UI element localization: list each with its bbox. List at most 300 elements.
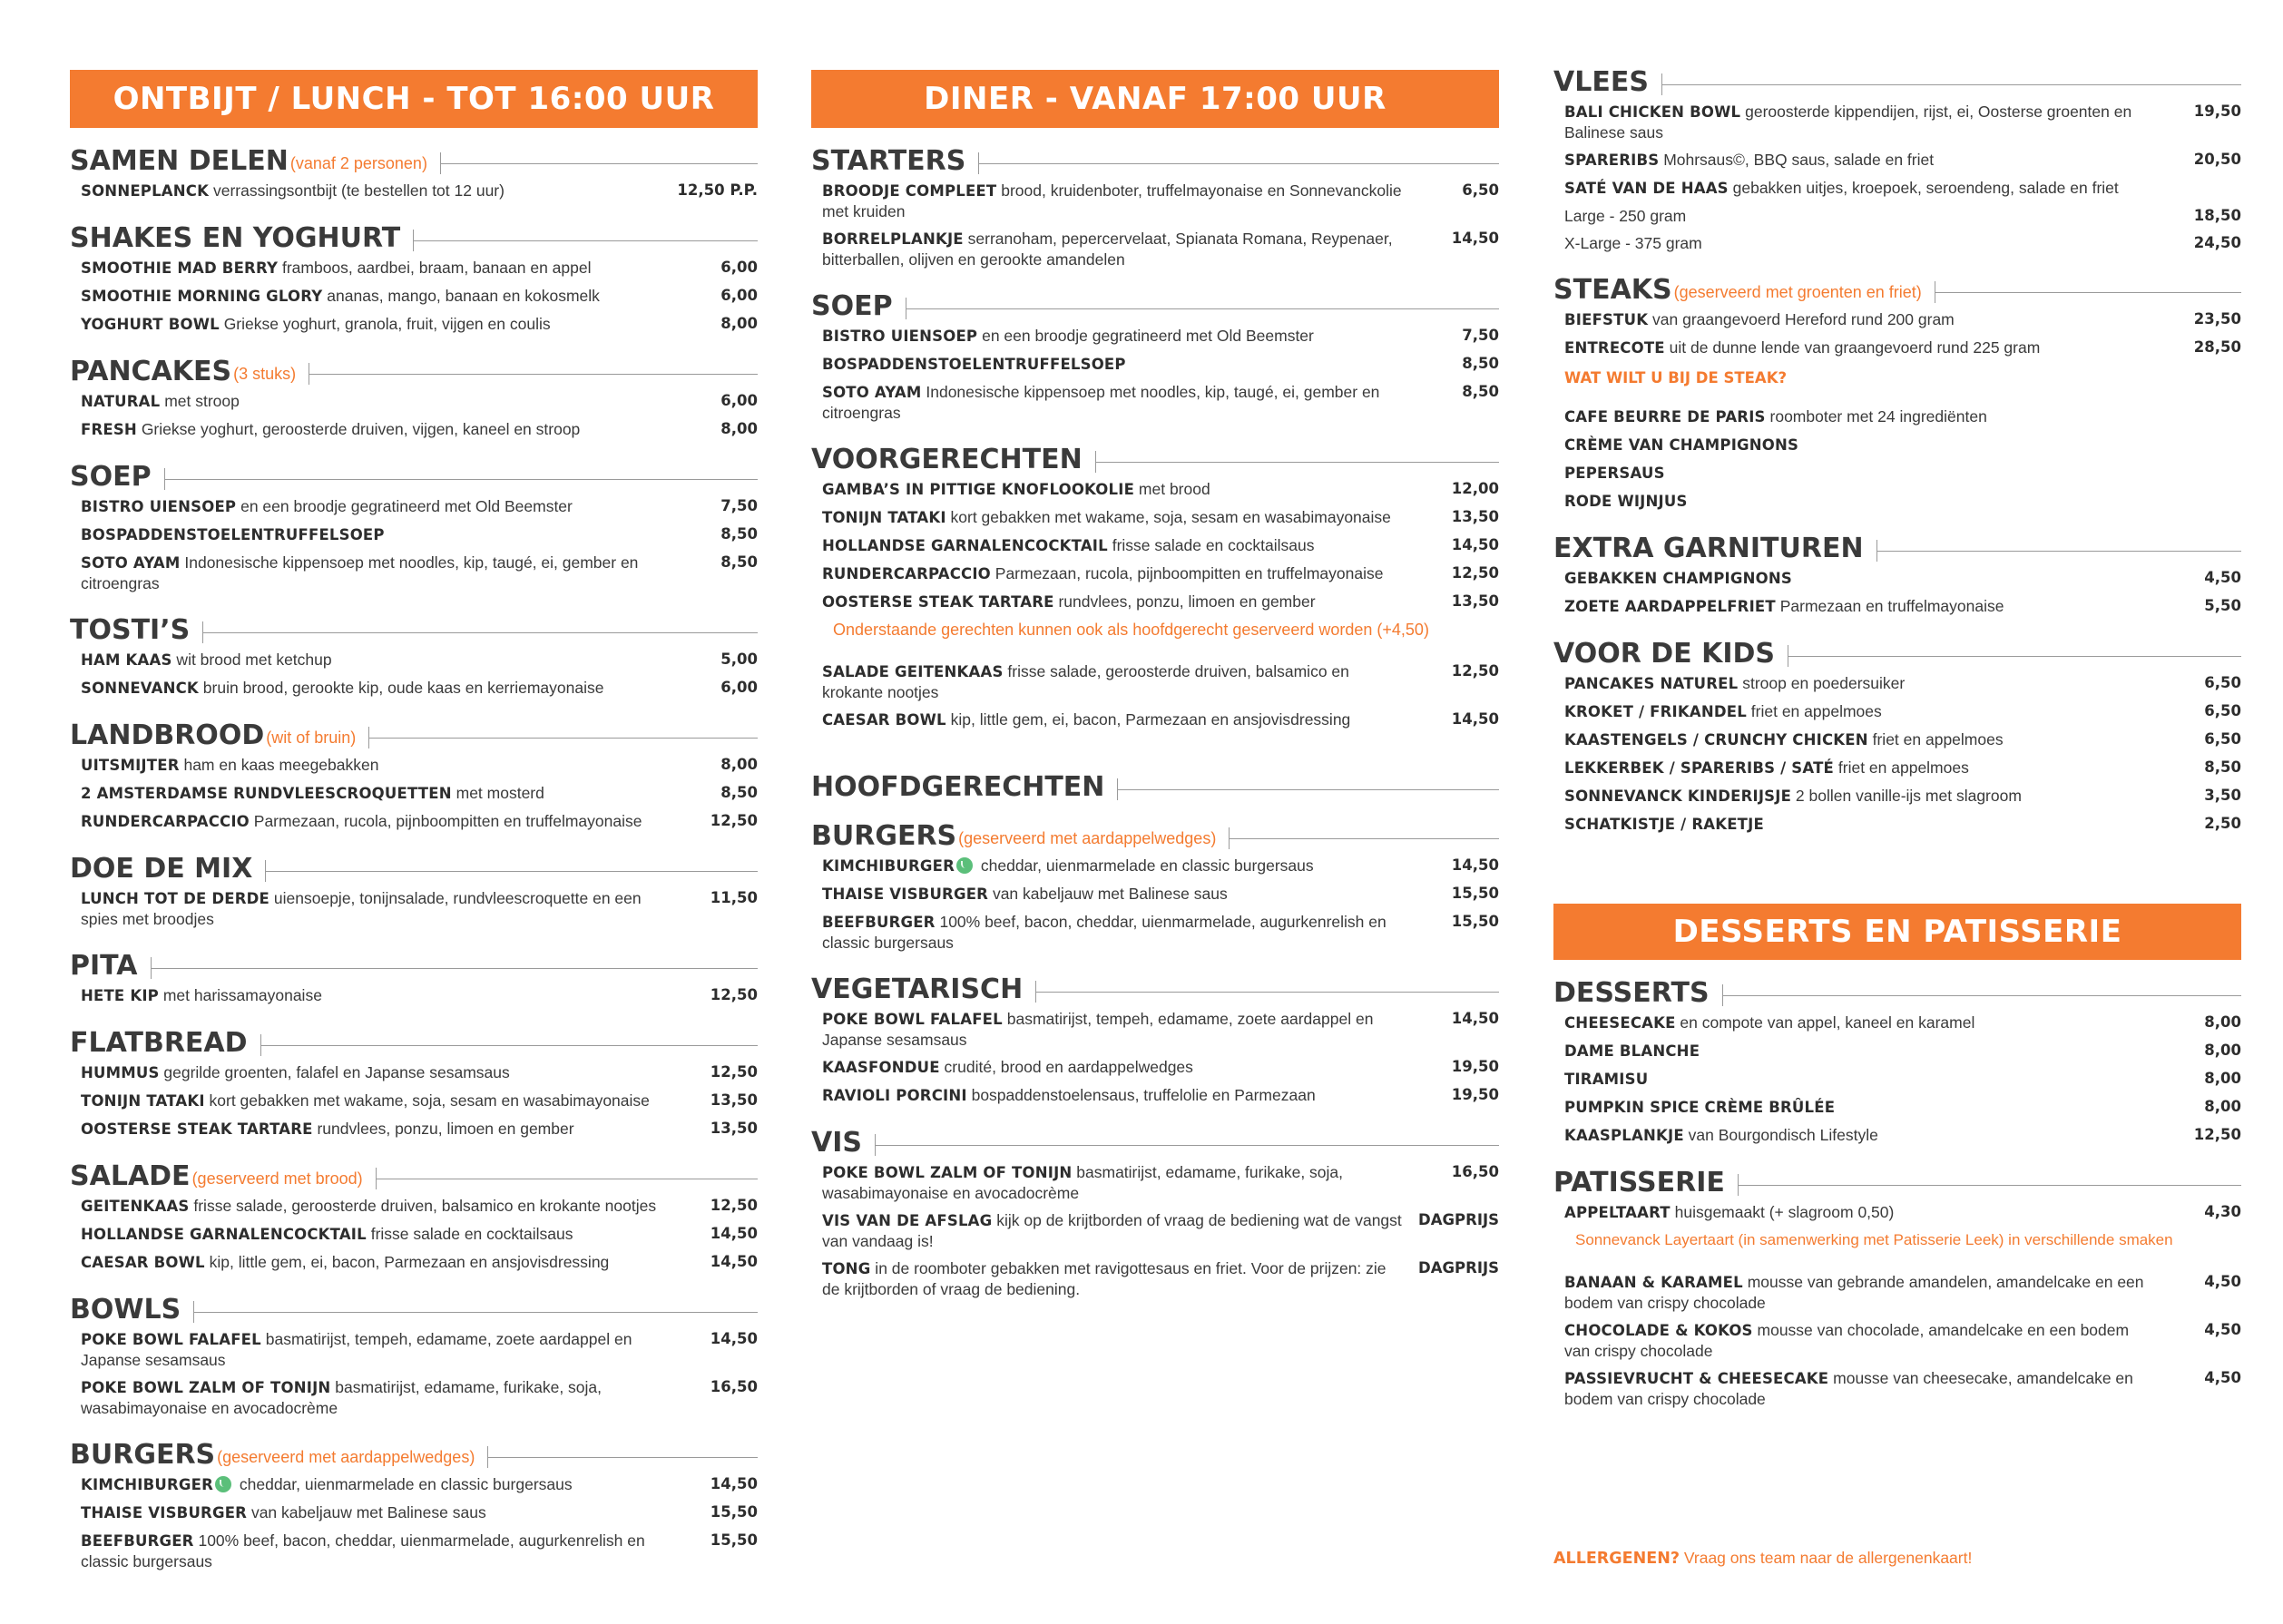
section-vlees [1553, 62, 2241, 269]
item-price: 8,00 [720, 315, 758, 332]
item-description [822, 382, 1403, 423]
section-divider [1095, 462, 1499, 463]
section-divider [978, 163, 1499, 164]
section-divider [906, 308, 1499, 309]
section-divider [260, 1045, 758, 1046]
item-price: 6,00 [720, 287, 758, 304]
menu-item [1553, 1013, 2241, 1033]
section-header [70, 1022, 758, 1059]
item-price: 8,50 [720, 525, 758, 543]
item-description [822, 326, 1403, 347]
menu-item [811, 382, 1499, 423]
item-name: RUNDERCARPACCIO [81, 813, 250, 830]
item-price: 8,00 [2204, 1013, 2241, 1031]
item-text: kort gebakken met wakame, soja, sesam en wasabimayonaise [946, 508, 1391, 526]
section-title: VOORGERECHTEN [811, 444, 1083, 475]
item-description [1564, 102, 2145, 142]
section-vis [811, 1122, 1499, 1316]
menu-item [811, 1009, 1499, 1050]
item-text: Large - 250 gram [1564, 207, 1687, 225]
item-name: HETE KIP [81, 987, 159, 1004]
item-text: crudité, brood en aardappelwedges [939, 1058, 1193, 1076]
item-name: RUNDERCARPACCIO [822, 565, 991, 582]
menu-item [1553, 673, 2241, 694]
item-text: kip, little gem, ei, bacon, Parmezaan en ansjovisdressing [946, 710, 1351, 729]
section-header [70, 456, 758, 493]
menu-item [70, 258, 758, 279]
item-text: met brood [1134, 480, 1210, 498]
item-text: met mosterd [451, 784, 544, 802]
item-text: gebakken uitjes, kroepoek, seroendeng, salade en friet [1728, 179, 2119, 197]
section-title: BURGERS [70, 1439, 216, 1471]
menu-item [1553, 1272, 2241, 1313]
section-header [70, 141, 758, 177]
item-name: SMOOTHIE MAD BERRY [81, 259, 279, 277]
item-text: kip, little gem, ei, bacon, Parmezaan en ansjovisdressing [204, 1253, 610, 1271]
item-text: rundvlees, ponzu, limoen en gember [312, 1120, 574, 1138]
section-pita [70, 945, 758, 1022]
item-description [1564, 435, 2145, 455]
menu-item [811, 563, 1499, 584]
item-description [1564, 814, 2145, 835]
item-name: HOLLANDSE GARNALENCOCKTAIL [81, 1226, 367, 1243]
item-description [1564, 309, 2145, 330]
item-description [81, 181, 661, 201]
item-price: 14,50 [1451, 710, 1499, 728]
section-divider [487, 1457, 758, 1458]
menu-item [811, 1057, 1499, 1078]
item-price: 15,50 [1451, 913, 1499, 930]
item-price: 8,00 [2204, 1070, 2241, 1087]
item-price: 14,50 [710, 1475, 758, 1492]
section-header [70, 945, 758, 982]
item-description [81, 811, 661, 832]
menu-item [70, 888, 758, 929]
section-bowls [70, 1289, 758, 1434]
item-price: 6,50 [2204, 674, 2241, 691]
item-text: friet en appelmoes [1746, 702, 1882, 720]
item-description [822, 1009, 1403, 1050]
item-price: 8,50 [1462, 383, 1499, 400]
section-header [70, 610, 758, 646]
item-text: en een broodje gegratineerd met Old Beemster [977, 327, 1314, 345]
menu-item [811, 1210, 1499, 1251]
item-text: huisgemaakt (+ slagroom 0,50) [1670, 1203, 1895, 1221]
item-description [1564, 1125, 2145, 1146]
vegan-leaf-icon [215, 1476, 231, 1492]
item-price: 6,00 [720, 679, 758, 696]
item-name: HUMMUS [81, 1064, 160, 1081]
item-name: KAASPLANKJE [1564, 1127, 1684, 1144]
item-name: POKE BOWL ZALM OF TONIJN [81, 1379, 331, 1396]
item-description [81, 286, 661, 307]
item-price: 3,50 [2204, 787, 2241, 804]
section-pancakes [70, 351, 758, 456]
menu-item [70, 650, 758, 670]
item-name: FRESH [81, 421, 137, 438]
item-price: 6,00 [720, 392, 758, 409]
item-description [81, 650, 661, 670]
item-description [822, 535, 1403, 556]
item-description [81, 888, 661, 929]
menu-item [1553, 338, 2241, 358]
item-price: 4,50 [2204, 569, 2241, 586]
item-name: GEBAKKEN CHAMPIGNONS [1564, 570, 1792, 587]
item-price: 14,50 [710, 1330, 758, 1347]
section-vegetarisch [811, 969, 1499, 1122]
item-name: BANAAN & KARAMEL [1564, 1274, 1743, 1291]
item-name: BEEFBURGER [822, 914, 936, 931]
item-price: 13,50 [1451, 592, 1499, 610]
section-divider [265, 871, 758, 872]
item-text: 2 bollen vanille-ijs met slagroom [1791, 787, 2022, 805]
item-text: ananas, mango, banaan en kokosmelk [322, 287, 600, 305]
section-burgers [70, 1434, 758, 1588]
item-text: serranoham, pepercervelaat, Spianata Romana, Reypenaer, bitterballen, olijven en gerookte amandelen [822, 230, 1393, 269]
section-samen-delen [70, 141, 758, 218]
menu-item [70, 1252, 758, 1273]
item-text: mousse van gebrande amandelen, amandelcake en een bodem van crispy chocolade [1564, 1273, 2144, 1312]
item-description [81, 1531, 661, 1571]
item-description [81, 553, 661, 593]
item-name: SONNEPLANCK [81, 182, 210, 200]
section-title: DESSERTS [1553, 977, 1710, 1009]
item-name: BIEFSTUK [1564, 311, 1649, 328]
item-price: 19,50 [2193, 103, 2241, 120]
menu-item [70, 524, 758, 545]
item-text: met stroop [160, 392, 240, 410]
item-description [1564, 568, 2145, 589]
item-price: 4,50 [2204, 1321, 2241, 1338]
item-description [81, 419, 661, 440]
item-name: GAMBA’S IN PITTIGE KNOFLOOKOLIE [822, 481, 1135, 498]
item-description [822, 661, 1403, 702]
item-text: kort gebakken met wakame, soja, sesam en wasabimayonaise [204, 1091, 650, 1110]
menu-item [811, 479, 1499, 500]
item-price: 14,50 [1451, 230, 1499, 247]
section-title: STEAKS [1553, 274, 1672, 306]
item-name: CHEESECAKE [1564, 1014, 1676, 1032]
item-description [1564, 406, 2145, 427]
item-price: 6,00 [720, 259, 758, 276]
item-name: RODE WIJNJUS [1564, 493, 1688, 510]
item-description [81, 755, 661, 776]
item-price: 14,50 [1451, 856, 1499, 874]
item-description [81, 1091, 661, 1111]
item-description [81, 391, 661, 412]
menu-item [70, 1531, 758, 1571]
item-text: basmatirijst, tempeh, edamame, zoete aardappel en Japanse sesamsaus [822, 1010, 1374, 1049]
item-name: OOSTERSE STEAK TARTARE [822, 593, 1054, 611]
menu-item [70, 496, 758, 517]
section-divider [1788, 656, 2241, 657]
section-header [70, 351, 758, 387]
item-description [1564, 1097, 2145, 1118]
section-note: (3 stuks) [233, 365, 297, 383]
section-patisserie [1553, 1162, 2241, 1425]
item-text: frisse salade en cocktailsaus [366, 1225, 573, 1243]
section-header [70, 1434, 758, 1471]
item-description [81, 1474, 661, 1495]
item-description [822, 181, 1403, 221]
item-description [822, 354, 1403, 375]
item-price: 8,00 [720, 756, 758, 773]
section-note: (geserveerd met aardappelwedges) [958, 829, 1217, 847]
menu-item [811, 1085, 1499, 1106]
item-name: YOGHURT BOWL [81, 316, 220, 333]
section-divider [164, 479, 758, 480]
item-price: 14,50 [1451, 536, 1499, 553]
item-description [1564, 491, 2145, 512]
item-price: 5,50 [2204, 597, 2241, 614]
item-price: 19,50 [1451, 1058, 1499, 1075]
item-text: basmatirijst, edamame, furikake, soja, wasabimayonaise en avocadocrème [822, 1163, 1344, 1202]
section-note: (geserveerd met groenten en friet) [1673, 283, 1922, 301]
item-text: brood, kruidenboter, truffelmayonaise en Sonnevanckolie met kruiden [822, 181, 1402, 220]
menu-item [1553, 1097, 2241, 1118]
item-description [81, 1502, 661, 1523]
item-price: 12,50 [710, 1063, 758, 1081]
section-divider [202, 632, 758, 633]
item-text: met harissamayonaise [158, 986, 322, 1004]
item-name: CAFE BEURRE DE PARIS [1564, 408, 1766, 426]
item-price: 8,00 [2204, 1042, 2241, 1059]
section-header [70, 848, 758, 885]
section-header [1553, 62, 2241, 98]
menu-item [1553, 701, 2241, 722]
item-name: PEPERSAUS [1564, 465, 1665, 482]
item-text: uit de dunne lende van graangevoerd rund 225 gram [1664, 338, 2041, 357]
item-description [1564, 701, 2145, 722]
section-title: VLEES [1553, 66, 1649, 98]
item-description [822, 1258, 1403, 1299]
item-name: APPELTAART [1564, 1204, 1671, 1221]
item-price: 6,50 [2204, 730, 2241, 748]
item-price: 8,00 [720, 420, 758, 437]
item-description [81, 783, 661, 804]
item-name: UITSMIJTER [81, 757, 180, 774]
item-description [81, 314, 661, 335]
section-title: SOEP [811, 290, 893, 322]
item-description [1564, 758, 2145, 778]
menu-item [1553, 1320, 2241, 1361]
section-divider [1035, 992, 1499, 993]
section-header [70, 1156, 758, 1192]
item-description [81, 1329, 661, 1370]
menu-item [811, 354, 1499, 375]
section-header [1553, 1162, 2241, 1198]
item-text: wit brood met ketchup [171, 651, 332, 669]
item-text: basmatirijst, edamame, furikake, soja, wasabimayonaise en avocadocrème [81, 1378, 603, 1417]
item-text: basmatirijst, tempeh, edamame, zoete aardappel en Japanse sesamsaus [81, 1330, 632, 1369]
item-name: SCHATKISTJE / RAKETJE [1564, 816, 1764, 833]
menu-item [1553, 309, 2241, 330]
section-note: (wit of bruin) [266, 729, 357, 747]
item-name: LEKKERBEK / SPARERIBS / SATÉ [1564, 759, 1835, 777]
section-salade [70, 1156, 758, 1289]
item-text: kijk op de krijtborden of vraag de bediening wat de vangst van vandaag is! [822, 1211, 1402, 1250]
section-title: PITA [70, 950, 138, 982]
menu-item [811, 592, 1499, 612]
item-price: 14,50 [1451, 1010, 1499, 1027]
item-name: SONNEVANCK [81, 680, 199, 697]
item-name: KROKET / FRIKANDEL [1564, 703, 1747, 720]
item-price: 15,50 [1451, 885, 1499, 902]
menu-item [70, 391, 758, 412]
item-name: ZOETE AARDAPPELFRIET [1564, 598, 1776, 615]
item-price: DAGPRIJS [1418, 1259, 1499, 1277]
item-name: SMOOTHIE MORNING GLORY [81, 288, 323, 305]
allergen-note [1553, 1549, 1972, 1568]
item-description [81, 985, 661, 1006]
menu-item [1553, 786, 2241, 807]
item-description [81, 258, 661, 279]
section-header [1553, 528, 2241, 564]
menu-item [1553, 178, 2241, 199]
item-description [822, 912, 1403, 953]
menu-item [811, 1258, 1499, 1299]
section-title: FLATBREAD [70, 1027, 248, 1059]
item-name: DAME BLANCHE [1564, 1042, 1700, 1060]
item-text: Mohrsaus©, BBQ saus, salade en friet [1659, 151, 1935, 169]
item-name: KAASTENGELS / CRUNCHY CHICKEN [1564, 731, 1868, 748]
section-title: SOEP [70, 461, 152, 493]
item-text: X-Large - 375 gram [1564, 234, 1702, 252]
section-header [1553, 973, 2241, 1009]
section-tostis [70, 610, 758, 715]
section-header [70, 218, 758, 254]
item-description [1564, 150, 2145, 171]
item-text: Indonesische kippensoep met noodles, kip, taugé, ei, gember en citroengras [81, 553, 639, 592]
section-divider [368, 738, 758, 739]
item-description [81, 678, 661, 699]
section-header [811, 141, 1499, 177]
menu-item [811, 1162, 1499, 1203]
menu-item [70, 1474, 758, 1495]
breakfast-lunch-column [70, 70, 758, 1588]
item-name: BOSPADDENSTOELENTRUFFELSOEP [81, 526, 385, 543]
item-description [822, 856, 1403, 876]
section-title: VOOR DE KIDS [1553, 638, 1775, 670]
item-name: PASSIEVRUCHT & CHEESECAKE [1564, 1370, 1829, 1387]
item-name: SOTO AYAM [81, 554, 181, 572]
item-name: TONIJN TATAKI [822, 509, 946, 526]
item-text: roomboter met 24 ingrediënten [1765, 407, 1987, 426]
item-price: 8,50 [720, 553, 758, 571]
item-text: Parmezaan, rucola, pijnboompitten en truffelmayonaise [990, 564, 1384, 582]
section-note: (geserveerd met aardappelwedges) [217, 1448, 475, 1466]
menu-item [70, 286, 758, 307]
menu-item [70, 1377, 758, 1418]
section-title: VEGETARISCH [811, 973, 1024, 1005]
item-name: SONNEVANCK KINDERIJSJE [1564, 788, 1792, 805]
menu-item [1553, 568, 2241, 589]
item-description [822, 709, 1403, 730]
section-header [70, 715, 758, 751]
menu-item [811, 912, 1499, 953]
section-header [811, 969, 1499, 1005]
item-text: mousse van chocolade, amandelcake en een bodem van crispy chocolade [1564, 1321, 2130, 1360]
item-price: 4,30 [2204, 1203, 2241, 1220]
menu-item [1553, 233, 2241, 253]
section-divider [875, 1145, 1499, 1146]
item-description [1564, 1272, 2145, 1313]
item-name: GEITENKAAS [81, 1198, 190, 1215]
menu-item [1553, 1202, 2241, 1223]
item-text: Griekse yoghurt, geroosterde druiven, vijgen, kaneel en stroop [136, 420, 581, 438]
menu-item [1553, 491, 2241, 512]
section-title: EXTRA GARNITUREN [1553, 533, 1864, 564]
section-title: BURGERS [811, 820, 957, 852]
item-name: BISTRO UIENSOEP [822, 328, 978, 345]
item-description [822, 479, 1403, 500]
item-description [1564, 1013, 2145, 1033]
item-text: Parmezaan, rucola, pijnboompitten en truffelmayonaise [249, 812, 642, 830]
section-header [811, 816, 1499, 852]
item-price: 2,50 [2204, 815, 2241, 832]
item-name: BISTRO UIENSOEP [81, 498, 237, 515]
section-title: PANCAKES [70, 356, 232, 387]
item-description [81, 1377, 661, 1418]
section-header [70, 1289, 758, 1326]
item-description [1564, 1320, 2145, 1361]
section-notice: Sonnevanck Layertaart (in samenwerking met Patisserie Leek) in verschillende smaken [1575, 1231, 2173, 1248]
section-notice: Onderstaande gerechten kunnen ook als hoofdgerecht geserveerd worden (+4,50) [833, 621, 1429, 639]
item-name: BALI CHICKEN BOWL [1564, 103, 1741, 121]
menu-item [70, 1091, 758, 1111]
section-divider [440, 163, 758, 164]
menu-item [1553, 1041, 2241, 1061]
item-name: NATURAL [81, 393, 161, 410]
item-name: BORRELPLANKJE [822, 230, 964, 248]
item-name: THAISE VISBURGER [822, 885, 989, 903]
item-description [1564, 463, 2145, 484]
item-name: RAVIOLI PORCINI [822, 1087, 967, 1104]
item-description [81, 1119, 661, 1140]
item-description [1564, 206, 2145, 226]
item-name: BOSPADDENSTOELENTRUFFELSOEP [822, 356, 1126, 373]
item-name: BEEFBURGER [81, 1532, 194, 1550]
section-desserts [1553, 973, 2241, 1162]
item-description [1564, 233, 2145, 253]
section-title: LANDBROOD [70, 719, 265, 751]
section-title: PATISSERIE [1553, 1167, 1725, 1198]
section-title: HOOFDGERECHTEN [811, 771, 1105, 803]
item-price: 16,50 [1451, 1163, 1499, 1180]
menu-item [70, 1502, 758, 1523]
item-price: 12,50 [1451, 662, 1499, 680]
menu-item [1553, 102, 2241, 142]
item-name: THAISE VISBURGER [81, 1504, 248, 1521]
menu-item [70, 181, 758, 201]
item-text: Parmezaan en truffelmayonaise [1775, 597, 2004, 615]
section-title: STARTERS [811, 145, 966, 177]
item-description [81, 1252, 661, 1273]
item-description [822, 884, 1403, 905]
item-name: KAASFONDUE [822, 1059, 940, 1076]
section-divider [1738, 1185, 2241, 1186]
vegan-leaf-icon [956, 857, 973, 874]
section-starters [811, 141, 1499, 286]
item-text: gegrilde groenten, falafel en Japanse sesamsaus [159, 1063, 510, 1081]
menu-item [70, 1196, 758, 1217]
item-price: 11,50 [710, 889, 758, 906]
item-name: CAESAR BOWL [81, 1254, 205, 1271]
section-flatbread [70, 1022, 758, 1156]
item-description [1564, 729, 2145, 750]
menu-item [811, 181, 1499, 221]
breakfast-banner: ONTBIJT / LUNCH - TOT 16:00 UUR [70, 70, 758, 128]
